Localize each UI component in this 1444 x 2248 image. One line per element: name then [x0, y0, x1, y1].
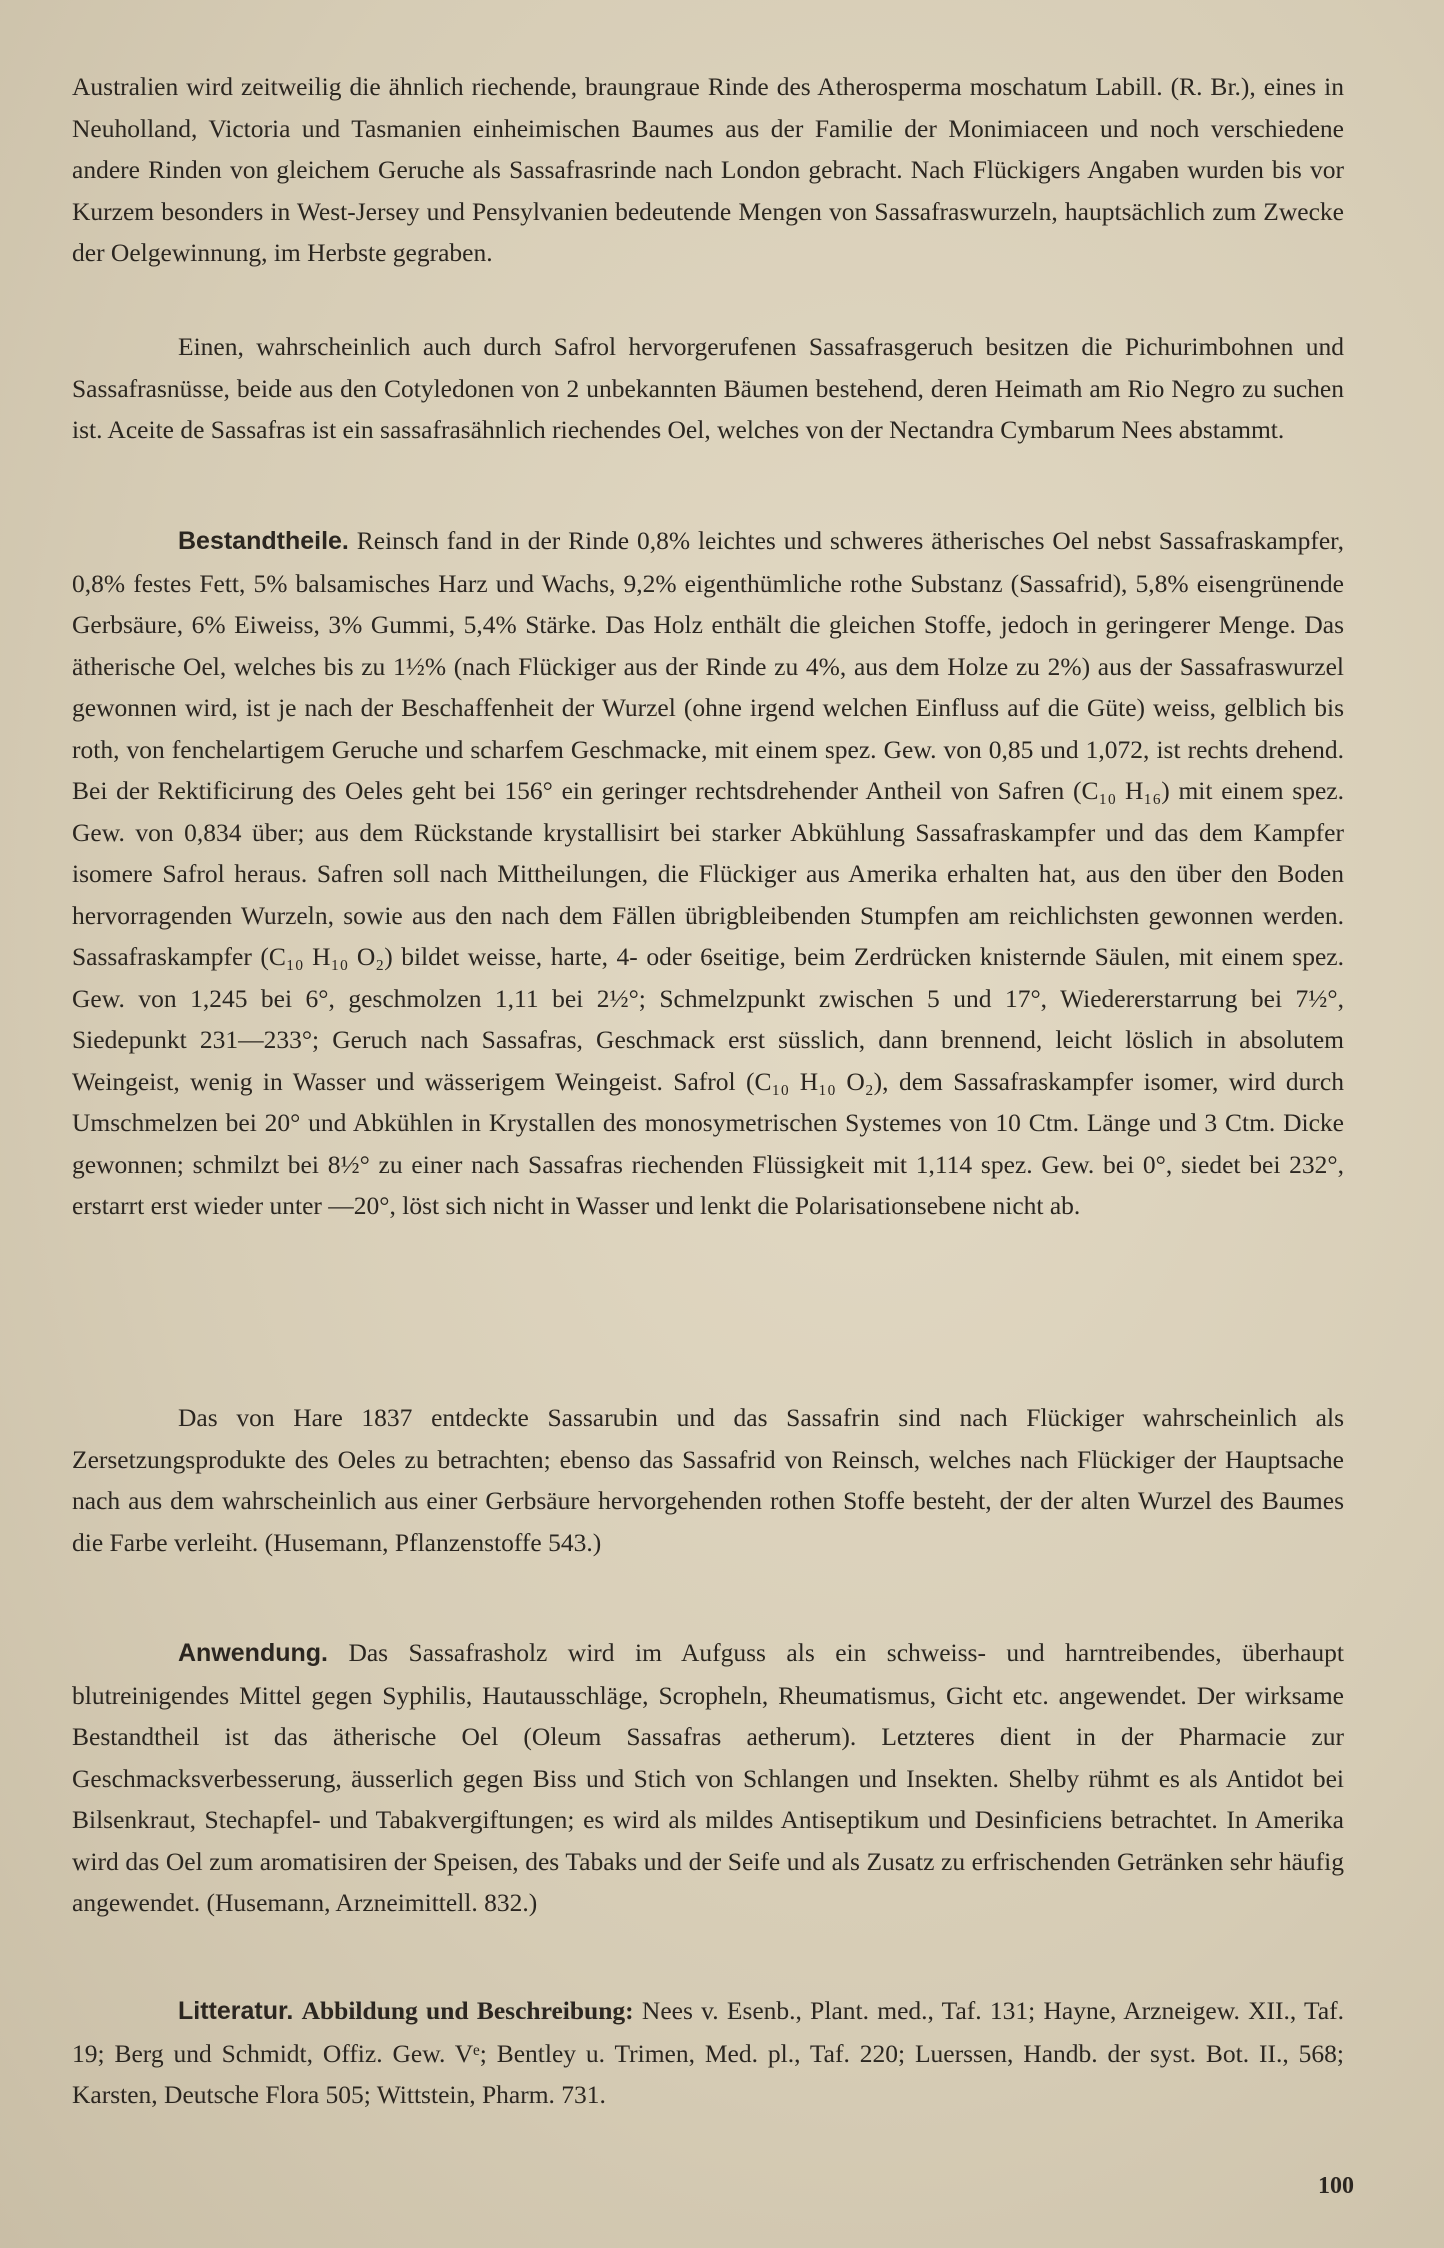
section-heading-litteratur: Litteratur.: [178, 1997, 294, 2025]
section-anwendung: [72, 1632, 1344, 1924]
section-bestandtheile: [72, 520, 1344, 1227]
section-heading-anwendung: Anwendung.: [178, 1639, 328, 1667]
page-number: 100: [1318, 2173, 1354, 2199]
paragraph-atherosperma: [72, 66, 1344, 274]
subheading-abbildung: Abbildung und Beschreibung:: [301, 1996, 634, 2025]
paragraph-text: Reinsch fand in der Rinde 0,8% leichtes und schweres ätherisches Oel nebst Sassafraskampfer, 0,8% festes Fett, 5% balsamisches Harz und Wachs, 9,2% eigenthümliche rothe Substanz (Sassafrid), 5,8% eisengrünende Gerbsäure, 6% Eiweiss, 3% Gummi, 5,4% Stärke. Das Holz enthält die gleichen Stoffe, jedoch in geringerer Menge. Das ätherische Oel, welches bis zu 1½% (nach Flückiger aus der Rinde zu 4%, aus dem Holze zu 2%) aus der Sassafraswurzel gewonnen wird, ist je nach der Beschaffenheit der Wurzel (ohne irgend welchen Einfluss auf die Güte) weiss, gelblich bis roth, von fenchelartigem Geruche und scharfem Geschmacke, mit einem spez. Gew. von 0,85 und 1,072, ist rechts drehend. Bei der Rektificirung des Oeles geht bei 156° ein geringer rechtsdrehender Antheil von Safren (C₁₀ H₁₆) mit einem spez. Gew. von 0,834 über; aus dem Rückstande krystallisirt bei starker Abkühlung Sassafraskampfer und das dem Kampfer isomere Safrol heraus. Safren soll nach Mittheilungen, die Flückiger aus Amerika erhalten hat, aus den über den Boden hervorragenden Wurzeln, sowie aus den nach dem Fällen übrigbleibenden Stumpfen am reichlichsten gewonnen werden. Sassafraskampfer (C₁₀ H₁₀ O₂) bildet weisse, harte, 4- oder 6seitige, beim Zerdrücken knisternde Säulen, mit einem spez. Gew. von 1,245 bei 6°, geschmolzen 1,11 bei 2½°; Schmelzpunkt zwischen 5 und 17°, Wiedererstarrung bei 7½°, Siedepunkt 231—233°; Geruch nach Sassafras, Geschmack erst süsslich, dann brennend, leicht löslich in absolutem Weingeist, wenig in Wasser und wässerigem Weingeist. Safrol (C₁₀ H₁₀ O₂), dem Sassafraskampfer isomer, wird durch Umschmelzen bei 20° und Abkühlen in Krystallen des monosymetrischen Systemes von 10 Ctm. Länge und 3 Ctm. Dicke gewonnen; schmilzt bei 8½° zu einer nach Sassafras riechenden Flüssigkeit mit 1,114 spez. Gew. bei 0°, siedet bei 232°, erstarrt erst wieder unter —20°, löst sich nicht in Wasser und lenkt die Polarisationsebene nicht ab.: [72, 526, 1344, 1220]
section-litteratur: [72, 1990, 1344, 2116]
paragraph-pichurim: [72, 326, 1344, 451]
section-heading-bestandtheile: Bestandtheile.: [178, 527, 349, 555]
paragraph-text: Das Sassafrasholz wird im Aufguss als ein schweiss- und harntreibendes, überhaupt blutreinigendes Mittel gegen Syphilis, Hautausschläge, Scropheln, Rheumatismus, Gicht etc. angewendet. Der wirksame Bestandtheil ist das ätherische Oel (Oleum Sassafras aetherum). Letzteres dient in der Pharmacie zur Geschmacksverbesserung, äusserlich gegen Biss und Stich von Schlangen und Insekten. Shelby rühmt es als Antidot bei Bilsenkraut, Stechapfel- und Tabakvergiftungen; es wird als mildes Antiseptikum und Desinficiens betrachtet. In Amerika wird das Oel zum aromatisiren der Speisen, des Tabaks und der Seife und als Zusatz zu erfrischenden Getränken sehr häufig angewendet. (Husemann, Arzneimittell. 832.): [72, 1638, 1344, 1917]
paragraph-sassarubin: [72, 1397, 1344, 1563]
paragraph-text: Nees v. Esenb., Plant. med., Taf. 131; Hayne, Arzneigew. XII., Taf. 19; Berg und Schmidt, Offiz. Gew. Vᵉ; Bentley u. Trimen, Med. pl., Taf. 220; Luerssen, Handb. der syst. Bot. II., 568; Karsten, Deutsche Flora 505; Wittstein, Pharm. 731.: [72, 1996, 1345, 2109]
paragraph-text: Einen, wahrscheinlich auch durch Safrol hervorgerufenen Sassafrasgeruch besitzen die Pichurimbohnen und Sassafrasnüsse, beide aus den Cotyledonen von 2 unbekannten Bäumen bestehend, deren Heimath am Rio Negro zu suchen ist. Aceite de Sassafras ist ein sassafrasähnlich riechendes Oel, welches von der Nectandra Cymbarum Nees abstammt.: [72, 332, 1344, 444]
paragraph-text: Australien wird zeitweilig die ähnlich riechende, braungraue Rinde des Atherosperma moschatum Labill. (R. Br.), eines in Neuholland, Victoria und Tasmanien einheimischen Baumes aus der Familie der Monimiaceen und noch verschiedene andere Rinden von gleichem Geruche als Sassafrasrinde nach London gebracht. Nach Flückigers Angaben wurden bis vor Kurzem besonders in West-Jersey und Pensylvanien bedeutende Mengen von Sassafraswurzeln, hauptsächlich zum Zwecke der Oelgewinnung, im Herbste gegraben.: [72, 72, 1344, 267]
paragraph-text: Das von Hare 1837 entdeckte Sassarubin und das Sassafrin sind nach Flückiger wahrscheinlich als Zersetzungsprodukte des Oeles zu betrachten; ebenso das Sassafrid von Reinsch, welches nach Flückiger der Hauptsache nach aus dem wahrscheinlich aus einer Gerbsäure hervorgehenden rothen Stoffe besteht, der der alten Wurzel des Baumes die Farbe verleiht. (Husemann, Pflanzenstoffe 543.): [72, 1403, 1344, 1557]
